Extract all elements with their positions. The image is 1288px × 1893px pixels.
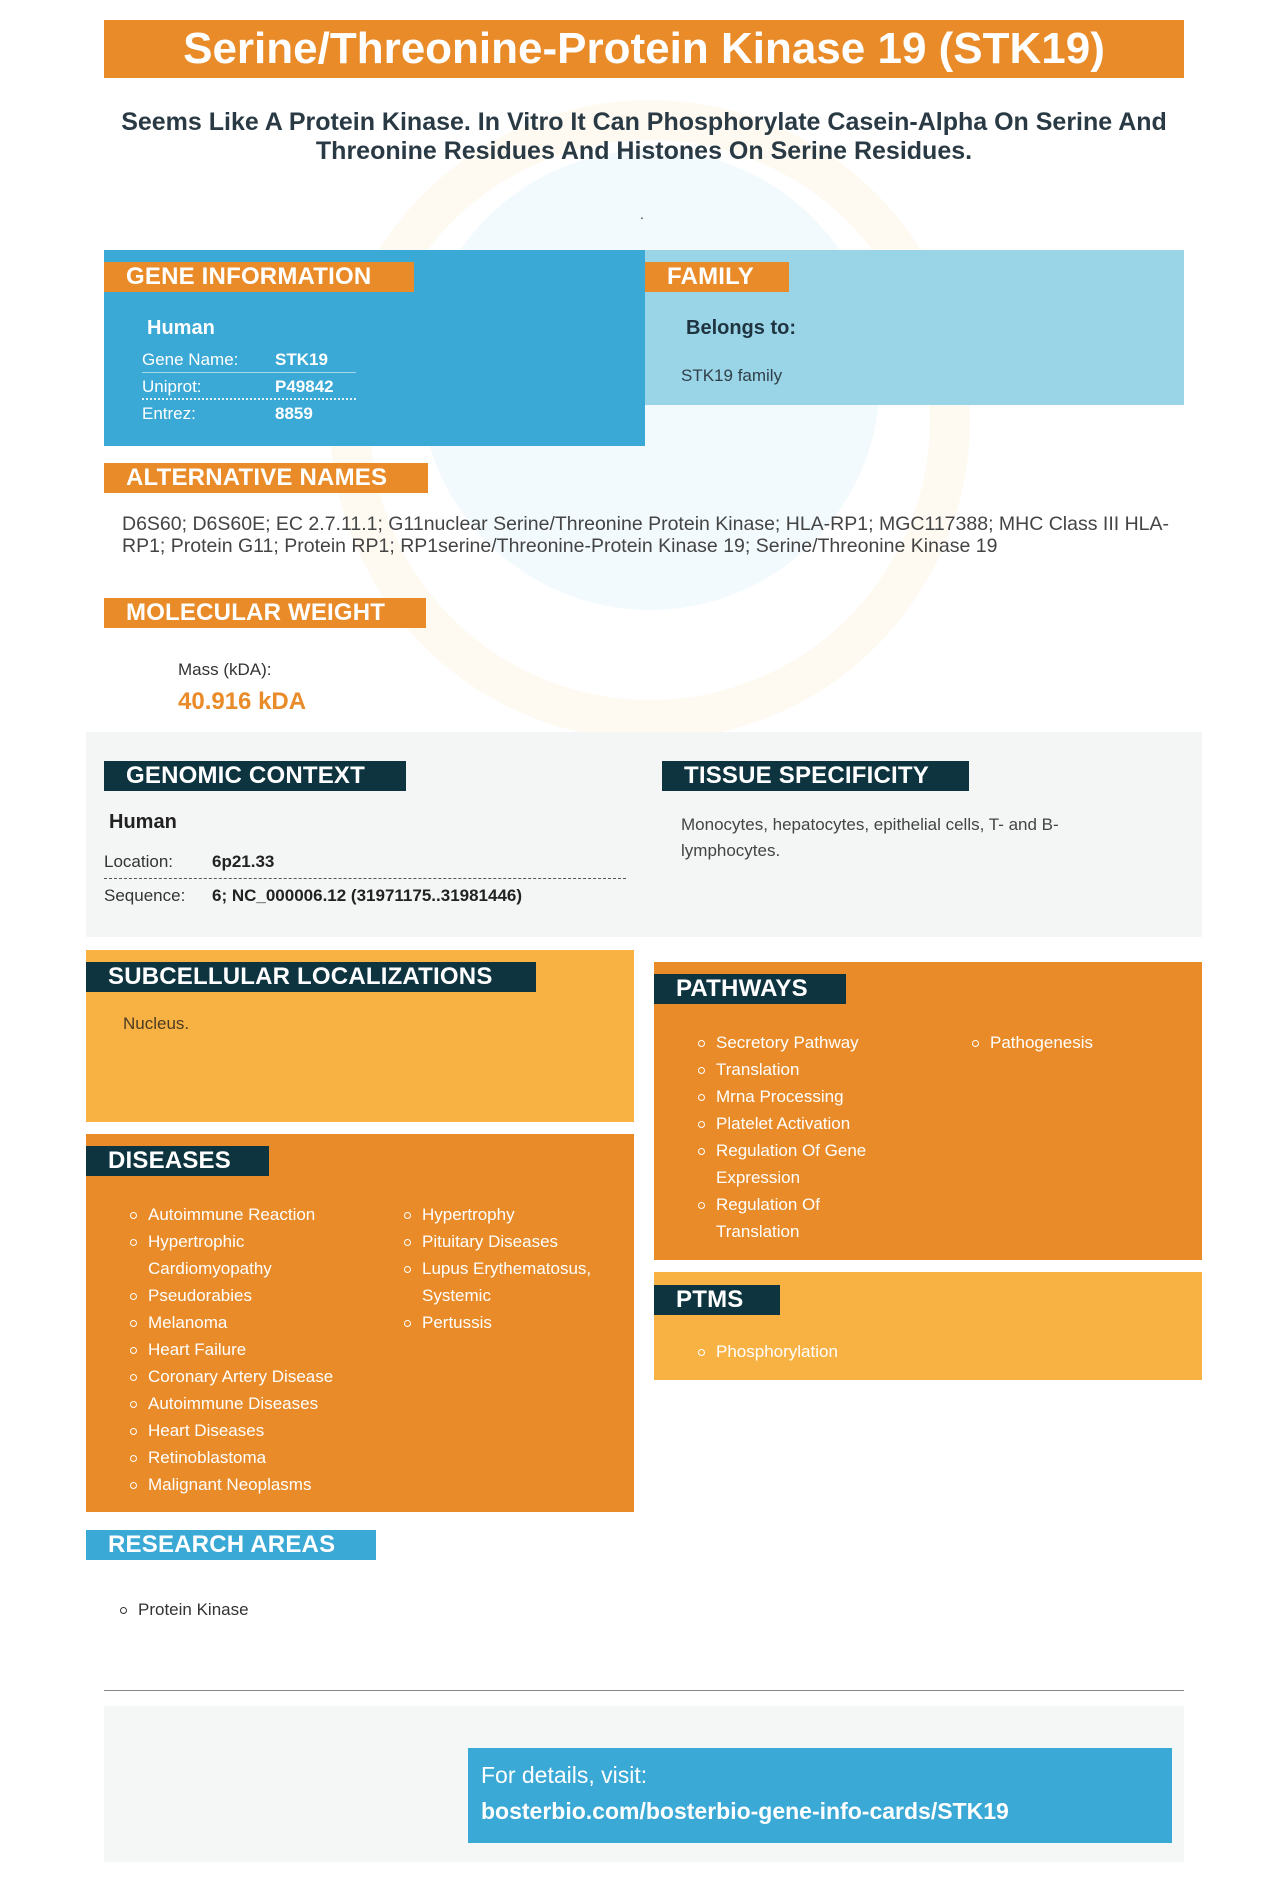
alternative-names-text: D6S60; D6S60E; EC 2.7.11.1; G11nuclear Serine/Threonine Protein Kinase; HLA-RP1; MGC117388; MHC Class III HLA-RP1; Protein G11; Protein RP1; RP1serine/Threonine-Protein Kinase 19; Serine/Threonine Kinase 19 — [122, 513, 1170, 557]
family-heading: FAMILY — [645, 262, 789, 292]
footer-divider — [104, 1690, 1184, 1691]
disease-item: Autoimmune Reaction — [128, 1201, 368, 1228]
pathway-item: Platelet Activation — [696, 1110, 896, 1137]
sequence-label: Sequence: — [104, 886, 186, 905]
dot-text: . — [640, 206, 644, 222]
diseases-list-col1 — [128, 1201, 368, 1498]
disease-item: Pituitary Diseases — [402, 1228, 617, 1255]
disease-item: Hypertrophy — [402, 1201, 617, 1228]
pathway-item: Secretory Pathway — [696, 1029, 896, 1056]
page-title: Serine/Threonine-Protein Kinase 19 (STK19) — [104, 20, 1184, 78]
research-areas-list — [118, 1596, 418, 1623]
gene-species: Human — [147, 317, 215, 339]
alternative-names-heading: ALTERNATIVE NAMES — [104, 463, 428, 493]
pathway-item: Mrna Processing — [696, 1083, 896, 1110]
diseases-heading: DISEASES — [86, 1146, 269, 1176]
research-area-item: Protein Kinase — [118, 1596, 418, 1623]
sequence-row — [104, 882, 626, 912]
disease-item: Retinoblastoma — [128, 1444, 368, 1471]
ptm-item: Phosphorylation — [696, 1338, 996, 1365]
disease-item: Malignant Neoplasms — [128, 1471, 368, 1498]
location-label: Location: — [104, 852, 173, 871]
disease-item: Pertussis — [402, 1309, 617, 1336]
gene-name-value: STK19 — [275, 350, 328, 369]
sequence-value: 6; NC_000006.12 (31971175..31981446) — [212, 886, 523, 905]
footer-details-label: For details, visit: — [481, 1762, 648, 1788]
pathways-heading: PATHWAYS — [654, 974, 846, 1004]
disease-item: Lupus Erythematosus, Systemic — [402, 1255, 617, 1309]
gene-information-heading: GENE INFORMATION — [104, 262, 414, 292]
ptms-heading: PTMS — [654, 1285, 780, 1315]
pathways-list-col2 — [970, 1029, 1170, 1056]
uniprot-value: P49842 — [275, 377, 334, 396]
disease-item: Autoimmune Diseases — [128, 1390, 368, 1417]
tissue-specificity-heading: TISSUE SPECIFICITY — [662, 761, 969, 791]
pathway-item: Regulation Of Gene Expression — [696, 1137, 896, 1191]
footer-details-link[interactable]: bosterbio.com/bosterbio-gene-info-cards/STK19 — [481, 1798, 1009, 1824]
disease-item: Pseudorabies — [128, 1282, 368, 1309]
diseases-list-col2 — [402, 1201, 617, 1336]
research-areas-heading: RESEARCH AREAS — [86, 1530, 376, 1560]
molecular-weight-heading: MOLECULAR WEIGHT — [104, 598, 426, 628]
subcellular-heading: SUBCELLULAR LOCALIZATIONS — [86, 962, 536, 992]
disease-item: Hypertrophic Cardiomyopathy — [128, 1228, 368, 1282]
pathway-item: Pathogenesis — [970, 1029, 1170, 1056]
page-subtitle: Seems Like A Protein Kinase. In Vitro It Can Phosphorylate Casein-Alpha On Serine And Threonine Residues And Histones On Serine Residues. — [121, 108, 1167, 165]
mass-value: 40.916 kDA — [178, 688, 307, 715]
disease-item: Heart Diseases — [128, 1417, 368, 1444]
uniprot-label: Uniprot: — [142, 377, 202, 396]
tissue-specificity-text: Monocytes, hepatocytes, epithelial cells, T- and B-lymphocytes. — [681, 815, 1059, 860]
disease-item: Coronary Artery Disease — [128, 1363, 368, 1390]
disease-item: Heart Failure — [128, 1336, 368, 1363]
family-belongs-label: Belongs to: — [686, 317, 796, 339]
family-value: STK19 family — [681, 366, 783, 385]
pathways-list-col1 — [696, 1029, 896, 1245]
pathway-item: Regulation Of Translation — [696, 1191, 896, 1245]
mass-label: Mass (kDA): — [178, 660, 272, 679]
entrez-row — [142, 402, 356, 428]
ptms-list — [696, 1338, 996, 1365]
pathway-item: Translation — [696, 1056, 896, 1083]
genomic-context-heading: GENOMIC CONTEXT — [104, 761, 406, 791]
genomic-species: Human — [109, 811, 177, 833]
location-row — [104, 846, 626, 879]
disease-item: Melanoma — [128, 1309, 368, 1336]
entrez-label: Entrez: — [142, 404, 196, 423]
footer-details-box — [468, 1748, 1172, 1843]
location-value: 6p21.33 — [212, 852, 275, 871]
entrez-value: 8859 — [275, 404, 313, 423]
gene-name-row — [142, 347, 356, 373]
uniprot-row — [142, 374, 356, 400]
subcellular-text: Nucleus. — [123, 1014, 190, 1033]
gene-name-label: Gene Name: — [142, 350, 239, 369]
